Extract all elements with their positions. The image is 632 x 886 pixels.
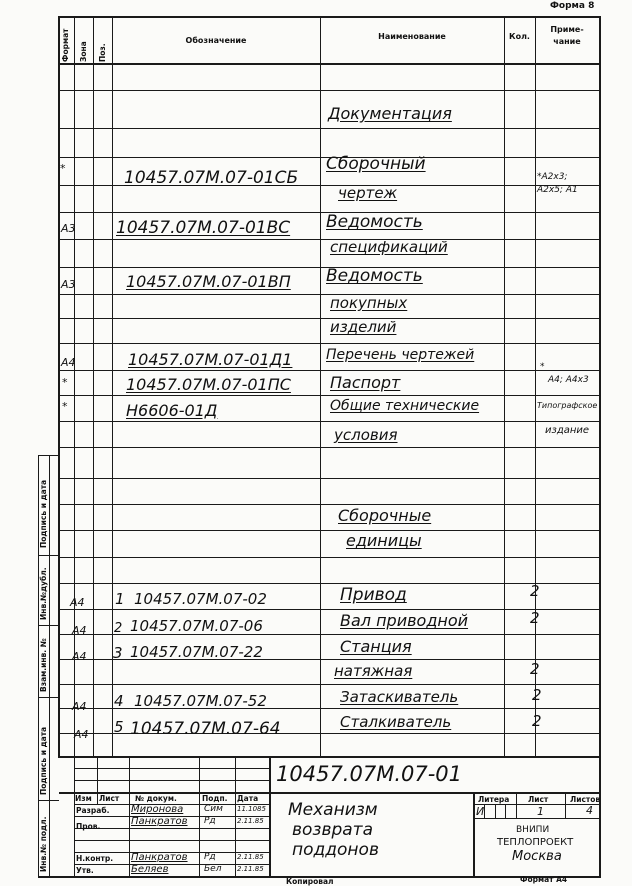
format-label: Формат А4 bbox=[520, 875, 568, 884]
unit-designation: 10457.07М.07-64 bbox=[130, 719, 281, 739]
role-label: Н.контр. bbox=[76, 854, 114, 863]
side-inv-podl: Инв.№ подл. bbox=[39, 816, 48, 872]
header-name: Наименование bbox=[378, 32, 446, 41]
col-header-izm: Изм bbox=[75, 794, 92, 803]
unit-designation: 10457.07М.07-02 bbox=[134, 590, 267, 608]
header-format: Формат bbox=[61, 28, 70, 62]
unit-designation: 10457.07М.07-06 bbox=[130, 617, 263, 635]
unit-pos: 5 bbox=[114, 718, 124, 736]
unit-pos: 4 bbox=[114, 692, 124, 710]
side-vzam-inv: Взам.инв. № bbox=[39, 638, 48, 692]
role-date: 2.11.85 bbox=[237, 817, 264, 825]
role-sign: Бел bbox=[204, 864, 222, 874]
doc-designation: Н6606-01Д bbox=[126, 401, 218, 420]
sheet-label: Лист bbox=[528, 795, 549, 804]
doc-note-line: *А2х3; bbox=[537, 172, 568, 182]
unit-name-line: Станция bbox=[340, 637, 412, 656]
unit-name-line: Сталкиватель bbox=[340, 713, 452, 731]
unit-format: А4 bbox=[74, 728, 89, 741]
doc-format: А4 bbox=[61, 356, 76, 369]
doc-note-line: А2х5; А1 bbox=[537, 185, 578, 195]
unit-name-line: Затаскиватель bbox=[340, 688, 459, 706]
doc-name-line: чертеж bbox=[338, 184, 398, 202]
sheet-value: 1 bbox=[537, 805, 544, 818]
role-label: Разраб. bbox=[76, 806, 110, 815]
section-documentation: Документация bbox=[328, 104, 452, 123]
org-line: ВНИПИ bbox=[516, 825, 550, 835]
unit-name-line: Вал приводной bbox=[340, 611, 469, 630]
role-name: Миронова bbox=[131, 804, 184, 815]
unit-qty: 2 bbox=[532, 712, 542, 730]
doc-designation: 10457.07М.07-01Д1 bbox=[128, 350, 293, 369]
sheets-label: Листов bbox=[570, 795, 601, 804]
unit-format: А4 bbox=[72, 650, 87, 663]
doc-format: * bbox=[62, 376, 68, 389]
form-label: Форма 8 bbox=[550, 1, 595, 11]
doc-note-line: А4; А4х3 bbox=[548, 375, 589, 385]
doc-note-line: Типографское bbox=[537, 401, 598, 410]
header-designation: Обозначение bbox=[185, 36, 247, 45]
side-sign-date-top: Подпись и дата bbox=[39, 479, 48, 548]
header-qty: Кол. bbox=[509, 32, 530, 41]
role-name: Беляев bbox=[131, 864, 169, 875]
title-block-doc-number: 10457.07М.07-01 bbox=[276, 762, 463, 786]
doc-name-line: изделий bbox=[330, 318, 397, 336]
col-header-date: Дата bbox=[237, 794, 259, 803]
role-date: 11.1085 bbox=[237, 805, 266, 813]
unit-pos: 1 bbox=[115, 590, 125, 608]
doc-designation: 10457.07М.07-01СБ bbox=[124, 168, 299, 188]
role-label: Утв. bbox=[76, 866, 94, 875]
title-block-title-line: Механизм bbox=[288, 800, 378, 820]
header-pos: Поз. bbox=[98, 43, 107, 62]
header-zone: Зона bbox=[79, 41, 88, 62]
role-label: Пров. bbox=[76, 822, 101, 831]
col-header-doc-no: № докум. bbox=[135, 794, 177, 803]
unit-designation: 10457.07М.07-52 bbox=[134, 692, 267, 710]
role-name: Панкратов bbox=[131, 852, 188, 863]
unit-format: А4 bbox=[72, 700, 87, 713]
doc-format: А3 bbox=[61, 222, 76, 235]
doc-name-line: Перечень чертежей bbox=[326, 347, 475, 363]
role-date: 2.11.85 bbox=[237, 853, 264, 861]
role-sign: Сим bbox=[204, 804, 223, 814]
copied-label: Копировал bbox=[286, 877, 334, 886]
unit-pos: 2 bbox=[114, 621, 123, 636]
unit-qty: 2 bbox=[530, 660, 540, 678]
org-line: Москва bbox=[512, 849, 562, 864]
doc-designation: 10457.07М.07-01ВП bbox=[126, 272, 291, 291]
doc-name-line: покупных bbox=[330, 294, 408, 312]
doc-format: * bbox=[62, 400, 68, 413]
doc-format: А3 bbox=[61, 278, 76, 291]
doc-note-line: издание bbox=[545, 425, 590, 436]
role-sign: Рд bbox=[204, 852, 216, 862]
unit-name-line: натяжная bbox=[334, 662, 413, 680]
side-sign-date: Подпись и дата bbox=[39, 726, 48, 795]
unit-name-line: Привод bbox=[340, 585, 407, 605]
doc-name-line: Ведомость bbox=[326, 266, 423, 286]
doc-designation: 10457.07М.07-01ВС bbox=[116, 218, 291, 238]
unit-pos: 3 bbox=[113, 644, 123, 662]
unit-qty: 2 bbox=[532, 686, 542, 704]
unit-designation: 10457.07М.07-22 bbox=[130, 643, 263, 661]
col-header-list: Лист bbox=[99, 794, 120, 803]
sheets-value: 4 bbox=[586, 804, 593, 817]
col-header-sign: Подп. bbox=[202, 794, 228, 803]
unit-qty: 2 bbox=[530, 582, 540, 600]
doc-name-line: Общие технические bbox=[330, 398, 480, 414]
unit-format: А4 bbox=[72, 624, 87, 637]
doc-name-line: условия bbox=[334, 426, 398, 444]
litera-value: И bbox=[476, 805, 485, 818]
litera-label: Литера bbox=[478, 795, 510, 804]
side-inv-dubl: Инв.№дубл. bbox=[39, 567, 48, 620]
doc-name-line: Паспорт bbox=[330, 373, 401, 392]
unit-qty: 2 bbox=[530, 609, 540, 627]
header-note: Приме- чание bbox=[550, 25, 584, 46]
org-line: ТЕПЛОПРОЕКТ bbox=[497, 837, 574, 848]
doc-designation: 10457.07М.07-01ПС bbox=[126, 375, 291, 394]
title-block-title-line: поддонов bbox=[292, 840, 379, 860]
doc-note-line: * bbox=[540, 362, 545, 372]
doc-name-line: Ведомость bbox=[326, 212, 423, 232]
role-name: Панкратов bbox=[131, 816, 188, 827]
doc-name-line: спецификаций bbox=[330, 238, 448, 256]
role-date: 2.11.85 bbox=[237, 865, 264, 873]
unit-format: А4 bbox=[70, 596, 85, 609]
doc-format: * bbox=[60, 162, 66, 175]
role-sign: Рд bbox=[204, 816, 216, 826]
section-assembly-units-line: Сборочные bbox=[338, 506, 432, 525]
section-assembly-units-line: единицы bbox=[346, 531, 422, 550]
doc-name-line: Сборочный bbox=[326, 154, 426, 174]
title-block-title-line: возврата bbox=[292, 820, 374, 840]
